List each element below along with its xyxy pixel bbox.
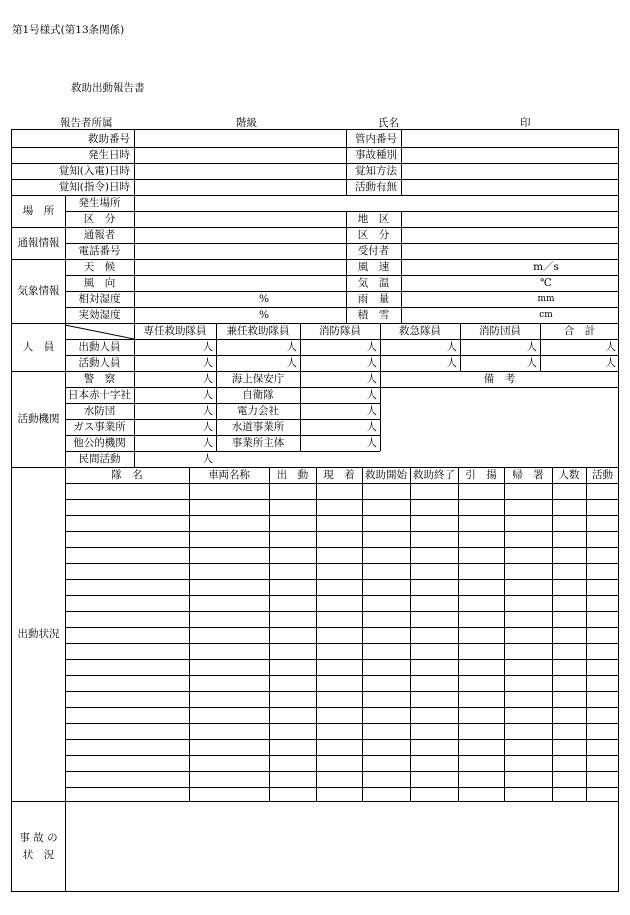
dispatch-row[interactable] — [66, 484, 618, 499]
label-phone-number: 電話番号 — [78, 245, 121, 258]
dispatch-row[interactable] — [66, 548, 618, 563]
label-wind-direction: 風 向 — [83, 277, 116, 290]
agency-gas-company: ガス事業所 — [73, 421, 126, 434]
dispatch-row[interactable] — [66, 676, 618, 691]
effective-humidity-unit: % — [259, 309, 269, 322]
agency-coast-guard: 海上保安庁 — [231, 373, 285, 386]
dispatch-row[interactable] — [66, 644, 618, 659]
label-snowfall: 積 雪 — [357, 309, 390, 322]
label-notice-method: 覚知方法 — [355, 164, 397, 177]
agency-other-public: 他公的機関 — [73, 437, 126, 450]
col-concurrent-rescue: 兼任救助隊員 — [226, 325, 290, 338]
agency-unit[interactable]: 人 — [202, 373, 213, 386]
dispatch-row[interactable] — [66, 660, 618, 675]
dispatch-row[interactable] — [66, 580, 618, 595]
personnel-unit[interactable]: 人 — [446, 341, 457, 354]
label-sky: 天 候 — [83, 261, 116, 274]
snowfall-unit: cm — [539, 310, 553, 320]
label-accident-type: 事故種別 — [355, 148, 397, 161]
personnel-unit[interactable]: 人 — [366, 357, 377, 370]
agency-business-entity: 事業所主体 — [231, 437, 285, 450]
agency-power-company: 電力会社 — [237, 405, 279, 418]
agency-unit[interactable]: 人 — [202, 453, 213, 466]
grid-line — [134, 227, 135, 259]
col-withdrawal: 引 揚 — [465, 469, 497, 482]
agency-unit[interactable]: 人 — [366, 389, 377, 402]
label-occurrence-site: 発生場所 — [78, 197, 121, 210]
report-info-group-label: 通報情報 — [17, 237, 60, 250]
dispatch-row[interactable] — [66, 724, 618, 739]
personnel-unit[interactable]: 人 — [286, 341, 297, 354]
dispatch-row[interactable] — [66, 756, 618, 771]
accident-status-label — [12, 802, 65, 892]
label-temperature: 気 温 — [357, 277, 390, 290]
dispatch-row[interactable] — [66, 708, 618, 723]
label-rescue-number: 救助番号 — [88, 132, 130, 145]
label-notice-call-datetime: 覚知(入電)日時 — [58, 164, 130, 177]
dispatch-row[interactable] — [66, 788, 618, 803]
dispatch-row[interactable] — [66, 596, 618, 611]
agency-unit[interactable]: 人 — [366, 437, 377, 450]
label-report-category: 区 分 — [357, 229, 390, 242]
agency-red-cross: 日本赤十字社 — [68, 389, 131, 402]
col-dispatch-time: 出 動 — [276, 469, 309, 482]
personnel-unit[interactable]: 人 — [526, 341, 537, 354]
label-activity-presence: 活動有無 — [355, 180, 397, 193]
col-return: 帰 署 — [512, 469, 544, 482]
dispatch-group-label: 出動状況 — [17, 628, 60, 641]
col-rescue-start: 救助開始 — [365, 469, 407, 482]
personnel-unit[interactable]: 人 — [366, 341, 377, 354]
col-activity: 活動 — [592, 469, 613, 482]
rainfall-unit: mm — [537, 294, 555, 304]
wind-speed-unit: m／s — [533, 261, 559, 274]
grid-line — [65, 211, 618, 212]
grid-line — [401, 211, 402, 227]
temperature-unit: ℃ — [540, 277, 552, 290]
dispatch-row[interactable] — [66, 772, 618, 787]
grid-line — [401, 130, 402, 195]
col-vehicle-name: 車両名称 — [208, 469, 250, 482]
label-dispatched-personnel: 出動人員 — [78, 341, 121, 354]
agency-unit[interactable]: 人 — [202, 437, 213, 450]
dispatch-row[interactable] — [66, 612, 618, 627]
personnel-unit[interactable]: 人 — [605, 341, 616, 354]
label-district: 地 区 — [357, 213, 390, 226]
label-reporter: 通報者 — [83, 229, 116, 242]
agencies-group-label: 活動機関 — [17, 413, 60, 426]
agency-unit[interactable]: 人 — [366, 373, 377, 386]
relative-humidity-unit: % — [259, 293, 269, 306]
label-effective-humidity: 実効湿度 — [78, 309, 121, 322]
col-arrival-time: 現 着 — [323, 469, 355, 482]
col-headcount: 人数 — [558, 469, 580, 482]
dispatch-row[interactable] — [66, 564, 618, 579]
col-dedicated-rescue: 専任救助隊員 — [143, 325, 207, 338]
accident-status-field[interactable] — [66, 802, 619, 892]
agency-self-defense: 自衛隊 — [242, 389, 274, 402]
label-occurrence-datetime: 発生日時 — [88, 148, 130, 161]
form-number: 第1号様式(第13条関係) — [12, 24, 125, 36]
label-relative-humidity: 相対湿度 — [78, 293, 121, 306]
accident-status-label-line1: 事 故 の — [19, 832, 58, 845]
agency-water-utility: 水道事業所 — [231, 421, 285, 434]
personnel-group-label: 人 員 — [22, 341, 55, 354]
agency-police: 警 察 — [83, 373, 116, 386]
weather-group-label: 気象情報 — [17, 285, 60, 298]
grid-line — [134, 195, 135, 227]
grid-line — [65, 243, 618, 244]
reporter-affiliation-label: 報告者所属 — [60, 117, 113, 129]
rescue-report-form — [11, 129, 619, 892]
dispatch-row[interactable] — [66, 500, 618, 515]
agency-unit[interactable]: 人 — [202, 389, 213, 402]
dispatch-row[interactable] — [66, 692, 618, 707]
col-unit-name: 隊 名 — [111, 469, 143, 482]
accident-status-label-line2: 状 況 — [22, 849, 55, 861]
dispatch-row[interactable] — [66, 516, 618, 531]
remarks-field[interactable] — [381, 388, 618, 467]
personnel-unit[interactable]: 人 — [526, 357, 537, 370]
label-rainfall: 雨 量 — [357, 293, 390, 306]
col-fire-crew: 消防隊員 — [319, 325, 361, 338]
personnel-unit[interactable]: 人 — [605, 357, 616, 370]
col-volunteer-fire: 消防団員 — [479, 325, 521, 338]
agency-unit[interactable]: 人 — [366, 405, 377, 418]
agency-flood-corps: 水防団 — [83, 405, 116, 418]
location-group-label: 場 所 — [22, 205, 55, 218]
personnel-unit[interactable]: 人 — [202, 341, 213, 354]
agency-unit[interactable]: 人 — [202, 421, 213, 434]
dispatch-row[interactable] — [66, 628, 618, 643]
personnel-unit[interactable]: 人 — [286, 357, 297, 370]
personnel-unit[interactable]: 人 — [202, 357, 213, 370]
agency-private: 民間活動 — [78, 453, 121, 466]
label-active-personnel: 活動人員 — [78, 357, 121, 370]
label-jurisdiction-number: 管内番号 — [355, 132, 397, 145]
agency-unit[interactable]: 人 — [366, 421, 377, 434]
agency-unit[interactable]: 人 — [202, 405, 213, 418]
name-label: 氏名 — [378, 117, 399, 129]
col-ambulance-crew: 救急隊員 — [399, 325, 441, 338]
col-rescue-end: 救助終了 — [413, 469, 455, 482]
col-total: 合 計 — [563, 325, 596, 338]
label-wind-speed: 風 速 — [357, 261, 390, 274]
form-title: 救助出動報告書 — [71, 82, 145, 94]
seal-label: 印 — [520, 117, 531, 129]
label-location-category: 区 分 — [83, 213, 116, 226]
dispatch-row[interactable] — [66, 532, 618, 547]
label-notice-order-datetime: 覚知(指令)日時 — [58, 180, 130, 193]
label-receiver: 受付者 — [357, 245, 390, 258]
rank-label: 階級 — [236, 117, 257, 129]
personnel-unit[interactable]: 人 — [446, 357, 457, 370]
remarks-label: 備 考 — [483, 373, 516, 386]
dispatch-row[interactable] — [66, 740, 618, 755]
grid-line — [401, 227, 402, 259]
grid-line — [134, 130, 135, 195]
